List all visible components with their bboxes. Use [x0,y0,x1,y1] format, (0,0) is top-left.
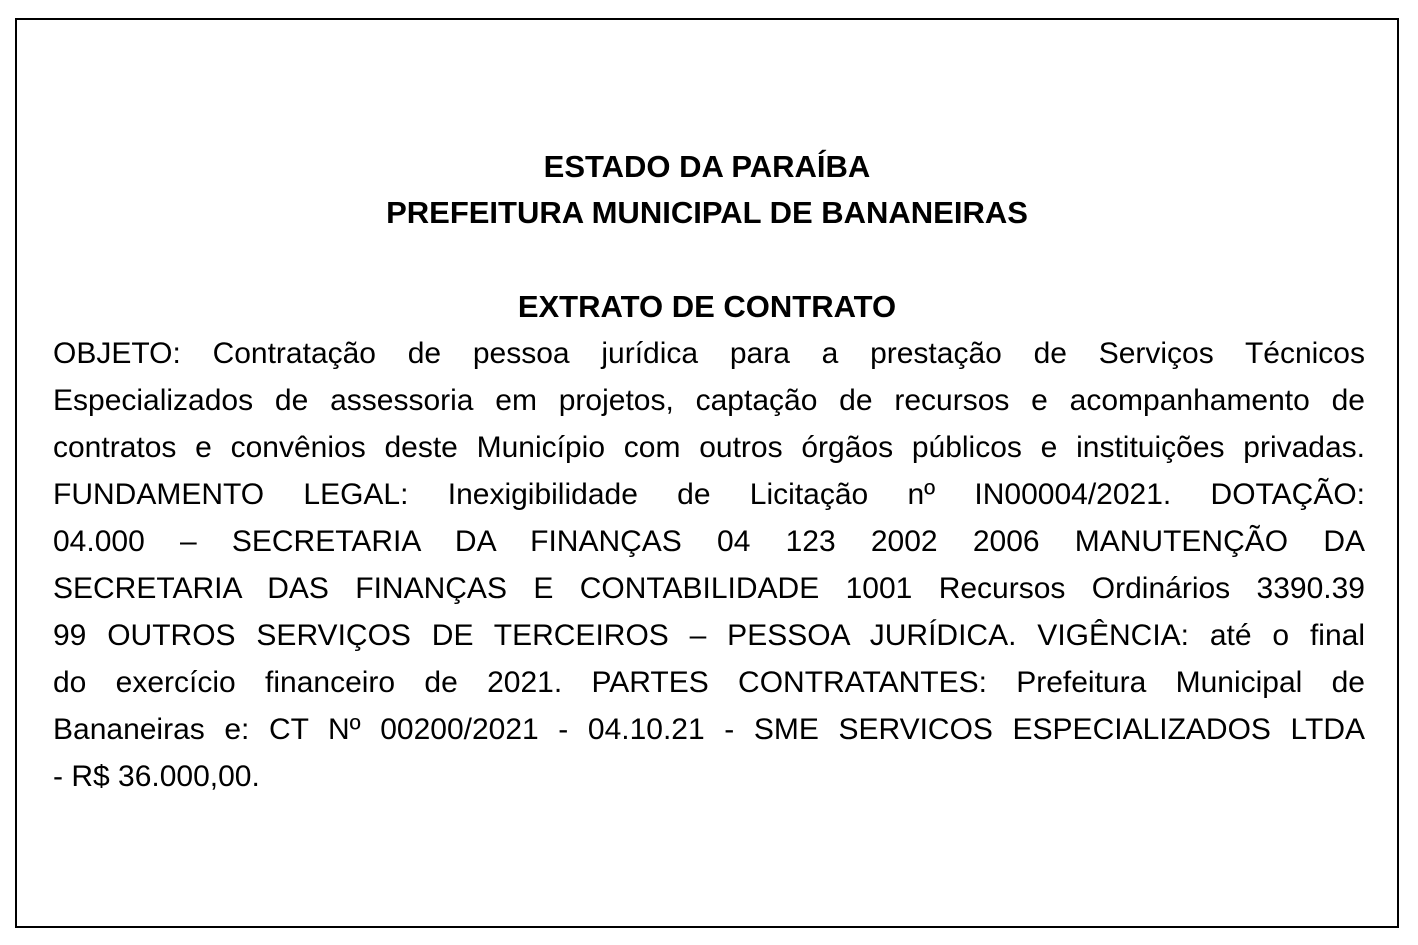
body-line: SECRETARIA DAS FINANÇAS E CONTABILIDADE 1001 Recursos Ordinários 3390.39 [53,572,1365,605]
body-line: Bananeiras e: CT Nº 00200/2021 - 04.10.21 - SME SERVICOS ESPECIALIZADOS LTDA [53,713,1365,746]
document-header [17,144,1397,236]
body-line: contratos e convênios deste Município com outros órgãos públicos e instituições privadas. [53,431,1365,464]
municipality-name: PREFEITURA MUNICIPAL DE BANANEIRAS [386,195,1028,230]
body-line: OBJETO: Contratação de pessoa jurídica para a prestação de Serviços Técnicos [53,337,1365,370]
body-line: 04.000 – SECRETARIA DA FINANÇAS 04 123 2002 2006 MANUTENÇÃO DA [53,525,1365,558]
document-frame [15,18,1399,928]
document-title: EXTRATO DE CONTRATO [517,289,897,324]
body-line: 99 OUTROS SERVIÇOS DE TERCEIROS – PESSOA JURÍDICA. VIGÊNCIA: até o final [53,619,1365,652]
body-line: do exercício financeiro de 2021. PARTES CONTRATANTES: Prefeitura Municipal de [53,666,1365,699]
body-line: FUNDAMENTO LEGAL: Inexigibilidade de Licitação nº IN00004/2021. DOTAÇÃO: [53,478,1365,511]
body-line: Especializados de assessoria em projetos, captação de recursos e acompanhamento de [53,384,1365,417]
state-name: ESTADO DA PARAÍBA [543,149,871,184]
contract-extract-body [53,330,1365,800]
body-line: - R$ 36.000,00. [53,760,260,793]
